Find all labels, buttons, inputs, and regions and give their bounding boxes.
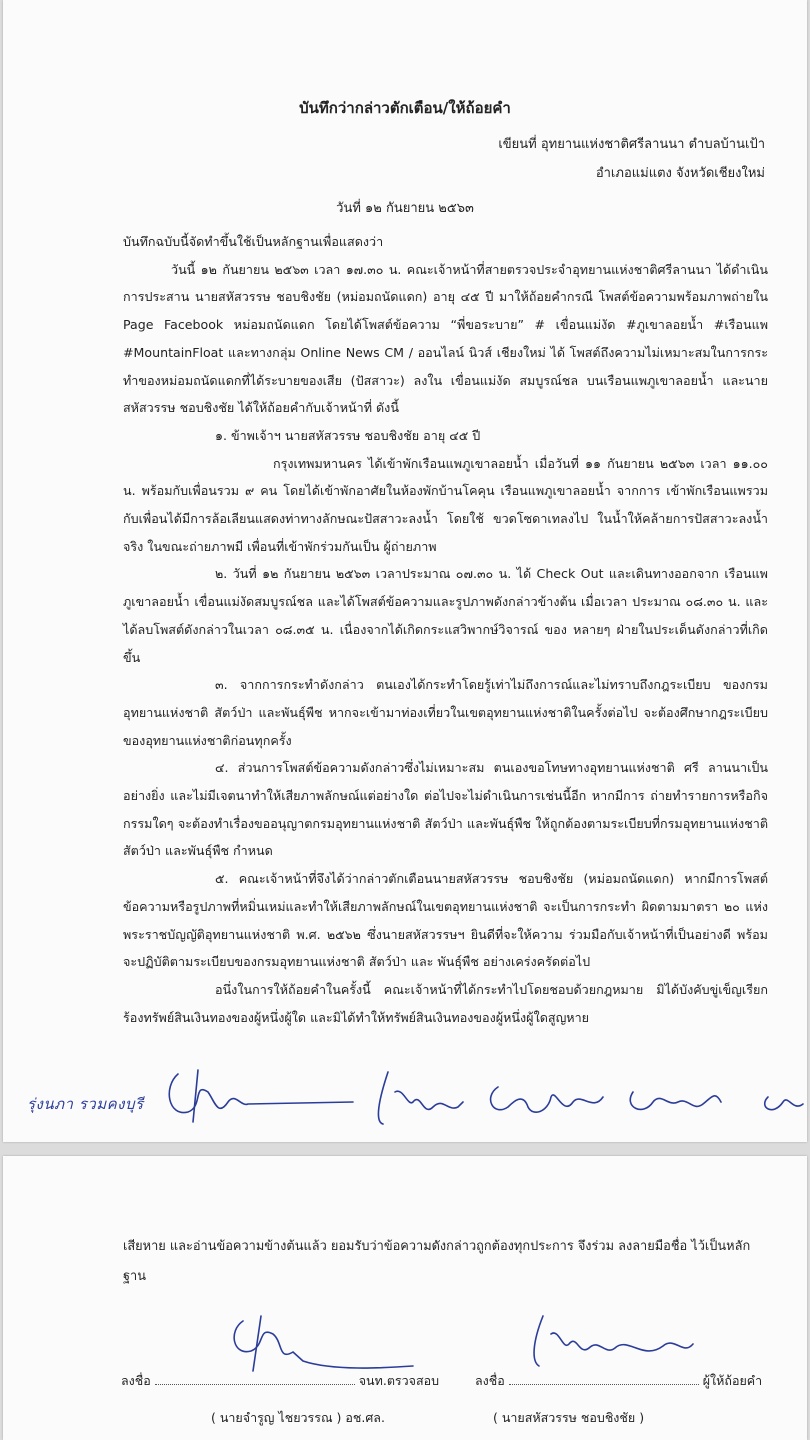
sign-label-right: ลงชื่อ xyxy=(475,1373,505,1388)
paragraph-item-4: ๔. ส่วนการโพสต์ข้อความดังกล่าวซึ่งไม่เหมาะสม ตนเองขอโทษทางอุทยานแห่งชาติ ศรี ลานนาเป็นอย่างยิ่ง และไม่มีเจตนาทำให้เสียภาพลักษณ์แต่อย่างใด ต่อไปจะไม่ดำเนินการเช่นนี้อีก หากมีการ ถ่ายทำรายการหรือกิจกรรมใดๆ จะต้องทำเรื่องขออนุญาตกรมอุทยานแห่งชาติ สัตว์ป่า และพันธุ์พืช ให้ถูกต้องตามระเบียบที่กรมอุทยานแห่งชาติ สัตว์ป่า และพันธุ์พืช กำหนด xyxy=(123,760,768,859)
paragraph-item-2: ๒. วันที่ ๑๒ กันยายน ๒๕๖๓ เวลาประมาณ ๐๗.๓๐ น. ได้ Check Out และเดินทางออกจาก เรือนแพภูเขาลอยน้ำ เขื่อนแม่งัดสมบูรณ์ชล และได้โพสต์ข้อความและรูปภาพดังกล่าวข้างต้น เมื่อเวลา ประมาณ ๐๘.๓๐ น. และได้ลบโพสต์ดังกล่าวในเวลา ๐๘.๓๕ น. เนื่องจากได้เกิดกระแสวิพากษ์วิจารณ์ ของ หลายๆ ฝ่ายในประเด็นดังกล่าวที่เกิดขึ้น xyxy=(123,566,768,665)
sign-label-left: ลงชื่อ xyxy=(121,1373,151,1388)
paragraph-item-3: ๓. จากการกระทำดังกล่าว ตนเองได้กระทำโดยรู้เท่าไม่ถึงการณ์และไม่ทราบถึงกฎระเบียบ ของกรมอุทยานแห่งชาติ สัตว์ป่า และพันธุ์พืช หากจะเข้ามาท่องเที่ยวในเขตอุทยานแห่งชาติในครั้งต่อไป จะต้องศึกษากฎระเบียบของอุทยานแห่งชาติก่อนทุกครั้ง xyxy=(123,677,768,748)
document-title: บันทึกว่ากล่าวตักเตือน/ให้ถ้อยคำ xyxy=(299,99,511,117)
name-right: ( นายสหัสวรรษ ชอบชิงชัย ) xyxy=(493,1410,645,1425)
paragraph-item-5: ๕. คณะเจ้าหน้าที่จึงได้ว่ากล่าวตักเตือนนายสหัสวรรษ ชอบชิงชัย (หม่อมถนัดแดก) หากมีการโพสต์ข้อความหรือรูปภาพที่หมิ่นเหม่และทำให้เสียภาพลักษณ์ในเขตอุทยานแห่งชาติ จะเป็นการกระทำ ผิดตามมาตรา ๒๐ แห่งพระราชบัญญัติอุทยานแห่งชาติ พ.ศ. ๒๕๖๒ ซึ่งนายสหัสวรรษฯ ยินดีที่จะให้ความ ร่วมมือกับเจ้าหน้าที่เป็นอย่างดี พร้อมจะปฏิบัติตามระเบียบของกรมอุทยานแห่งชาติ สัตว์ป่า และ พันธุ์พืช อย่างเคร่งครัดต่อไป xyxy=(123,871,768,970)
document-date: วันที่ ๑๒ กันยายน ๒๕๖๓ xyxy=(336,201,474,216)
document-page-2 xyxy=(3,1156,807,1440)
paragraph-closing: อนึ่งในการให้ถ้อยคำในครั้งนี้ คณะเจ้าหน้าที่ได้กระทำไปโดยชอบด้วยกฎหมาย มิได้บังคับขู่เข็ญเรียกร้องทรัพย์สินเงินทองของผู้หนึ่งผู้ใด และมิได้ทำให้ทรัพย์สินเงินทองของผู้หนึ่งผู้ใดสูญหาย xyxy=(123,981,768,1025)
signature-scribbles-icon xyxy=(3,1062,807,1134)
paragraph-item-1: ๑. ข้าพเจ้าฯ นายสหัสวรรษ ชอบชิงชัย อายุ ๔๕ ปี xyxy=(215,427,481,443)
document-body xyxy=(123,228,768,1031)
written-at-line-2: อำเภอแม่แตง จังหวัดเชียงใหม่ xyxy=(595,166,765,181)
page2-signatures-icon xyxy=(3,1156,807,1440)
role-right: ผู้ให้ถ้อยคำ xyxy=(702,1373,763,1388)
handwritten-name: รุ่งนภา รวมคงบุรี xyxy=(27,1095,144,1113)
paragraph-1: วันนี้ ๑๒ กันยายน ๒๕๖๓ เวลา ๑๗.๓๐ น. คณะเจ้าหน้าที่สายตรวจประจำอุทยานแห่งชาติศรีลานนา ได้ดำเนินการประสาน นายสหัสวรรษ ชอบชิงชัย (หม่อมถนัดแดก) อายุ ๔๕ ปี มาให้ถ้อยคำกรณี โพสต์ข้อความพร้อมภาพถ่ายใน Page Facebook หม่อมถนัดแดก โดยได้โพสต์ข้อความ “พี่ขอระบาย” # เขื่อนแม่งัด #ภูเขาลอยน้ำ #เรือนแพ #MountainFloat และทางกลุ่ม Online News CM / ออนไลน์ นิวส์ เชียงใหม่ ได้ โพสต์ถึงความไม่เหมาะสมในการกระทำของหม่อมถนัดแดกที่ได้ระบายของเสีย (ปัสสาวะ) ลงใน เขื่อนแม่งัด สมบูรณ์ชล บนเรือนแพภูเขาลอยน้ำ และนายสหัสวรรษ ชอบชิงชัย ได้ให้ถ้อยคำกับเจ้าหน้าที่ ดังนี้ xyxy=(123,261,768,416)
document-page-1 xyxy=(3,0,807,1142)
written-at-line-1: เขียนที่ อุทยานแห่งชาติศรีลานนา ตำบลบ้านเป้า xyxy=(498,137,765,152)
paragraph-item-1-cont: กรุงเทพมหานคร ได้เข้าพักเรือนแพภูเขาลอยน้ำ เมื่อวันที่ ๑๑ กันยายน ๒๕๖๓ เวลา ๑๑.๐๐ น. พร้อมกับเพื่อนรวม ๙ คน โดยได้เข้าพักอาศัยในห้องพักบ้านโคคุน เรือนแพภูเขาลอยน้ำ จากการ เข้าพักเรือนแพรวมกับเพื่อนได้มีการล้อเลียนแสดงท่าทางลักษณะปัสสาวะลงน้ำ โดยใช้ ขวดโซดาเทลงไป ในน้ำให้คล้ายการปัสสาวะลงน้ำจริง ในขณะถ่ายภาพมี เพื่อนที่เข้าพักร่วมกันเป็น ผู้ถ่ายภาพ xyxy=(123,455,768,554)
intro-text: บันทึกฉบับนี้จัดทำขึ้นใช้เป็นหลักฐานเพื่อแสดงว่า xyxy=(123,234,384,249)
name-left: ( นายจำรูญ ไชยวรรณ ) อช.ศล. xyxy=(211,1410,385,1425)
continuation-text: เสียหาย และอ่านข้อความข้างต้นแล้ว ยอมรับว่าข้อความดังกล่าวถูกต้องทุกประการ จึงร่วม ลงลายมือชื่อ ไว้เป็นหลักฐาน xyxy=(123,1239,751,1284)
role-left: จนท.ตรวจสอบ xyxy=(358,1373,440,1388)
signature-row xyxy=(3,1062,807,1134)
